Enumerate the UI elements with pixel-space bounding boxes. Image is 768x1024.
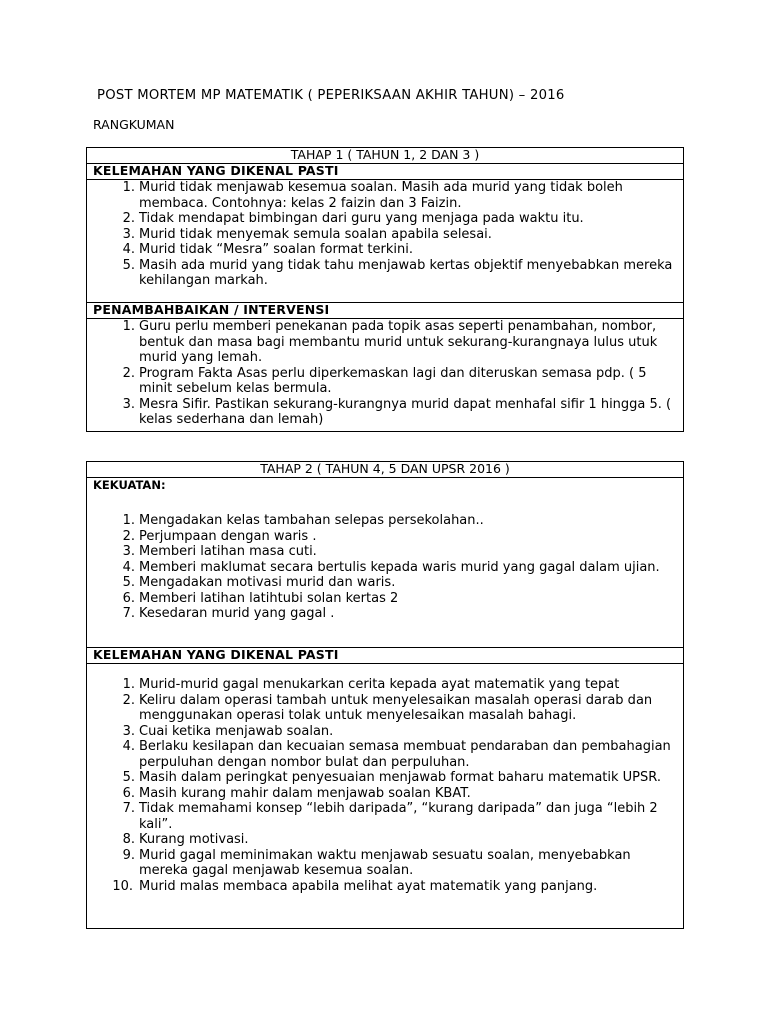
tahap1-kelemahan-heading: KELEMAHAN YANG DIKENAL PASTI (87, 164, 683, 180)
list-item-number: 3. (122, 723, 135, 739)
tahap2-kekuatan-heading: KEKUATAN: (93, 478, 166, 492)
list-item (87, 544, 683, 560)
tahap2-kekuatan-cell (87, 478, 683, 648)
tahap2-kelemahan-heading: KELEMAHAN YANG DIKENAL PASTI (87, 648, 683, 664)
list-item-number: 7. (122, 801, 135, 816)
list-item-text: Masih dalam peringkat penyesuaian menjawab format baharu matematik UPSR. (139, 770, 661, 785)
list-item-number: 10. (112, 878, 133, 894)
list-item (87, 529, 683, 545)
list-item-text: Tidak memahami konsep “lebih daripada”, “kurang daripada” dan juga “lebih 2 kali”. (139, 801, 658, 832)
list-item-number: 5. (122, 257, 135, 273)
list-item (87, 513, 683, 529)
list-item-text: Cuai ketika menjawab soalan. (139, 723, 334, 739)
list-item-number: 2. (122, 692, 135, 708)
list-item-text: Memberi maklumat secara bertulis kepada waris murid yang gagal dalam ujian. (139, 559, 660, 575)
list-item-number: 5. (122, 575, 135, 590)
list-item-number: 6. (122, 785, 135, 801)
tahap1-kelemahan-cell (87, 180, 683, 303)
list-item-text: Berlaku kesilapan dan kecuaian semasa membuat pendaraban dan pembahagian perpuluhan dengan nombor bulat dan perpuluhan. (139, 739, 671, 770)
list-item-text: Kurang motivasi. (139, 832, 249, 847)
list-item (87, 591, 683, 607)
list-item (87, 848, 683, 879)
list-item-number: 1. (122, 180, 135, 195)
tahap2-kekuatan-list (87, 513, 683, 622)
tahap2-table (86, 461, 684, 929)
list-item-number: 3. (122, 544, 135, 559)
list-item (87, 227, 683, 243)
list-item-text: Program Fakta Asas perlu diperkemaskan lagi dan diteruskan semasa pdp. ( 5 minit sebelum kelas bermula. (139, 365, 647, 396)
list-item-text: Mesra Sifir. Pastikan sekurang-kurangnya murid dapat menhafal sifir 1 hingga 5. ( kelas sederhana dan lemah) (139, 396, 672, 427)
document-subtitle: RANGKUMAN (93, 117, 175, 132)
list-item-text: Murid tidak menjawab kesemua soalan. Masih ada murid yang tidak boleh membaca. Contohnya: kelas 2 faizin dan 3 Faizin. (139, 180, 623, 211)
list-item-text: Keliru dalam operasi tambah untuk menyelesaikan masalah operasi darab dan menggunakan operasi tolak untuk menyelesaikan masalah bahagi. (139, 692, 653, 723)
tahap2-header: TAHAP 2 ( TAHUN 4, 5 DAN UPSR 2016 ) (87, 462, 683, 478)
list-item-text: Masih ada murid yang tidak tahu menjawab kertas objektif menyebabkan mereka kehilangan markah. (139, 257, 673, 288)
list-item (87, 180, 683, 211)
list-item (87, 319, 683, 366)
list-item-text: Murid gagal meminimakan waktu menjawab sesuatu soalan, menyebabkan mereka gagal menjawab kesemua soalan. (139, 847, 631, 878)
list-item-number: 1. (122, 513, 135, 528)
list-item (87, 397, 683, 428)
list-item-number: 9. (122, 847, 135, 863)
list-item (87, 677, 683, 693)
list-item-number: 6. (122, 590, 135, 606)
list-item-number: 1. (122, 677, 135, 692)
list-item-number: 5. (122, 770, 135, 785)
list-item-text: Perjumpaan dengan waris . (139, 528, 317, 544)
list-item (87, 770, 683, 786)
list-item-text: Masih kurang mahir dalam menjawab soalan KBAT. (139, 785, 471, 801)
list-item-text: Mengadakan motivasi murid dan waris. (139, 575, 396, 590)
list-item-number: 4. (122, 559, 135, 575)
list-item-number: 4. (122, 739, 135, 754)
list-item (87, 560, 683, 576)
list-item-text: Murid tidak “Mesra” soalan format terkini. (139, 242, 413, 257)
list-item (87, 242, 683, 258)
list-item-number: 2. (122, 528, 135, 544)
list-item-number: 3. (122, 396, 135, 412)
list-item-text: Memberi latihan latihtubi solan kertas 2 (139, 590, 399, 606)
list-item (87, 724, 683, 740)
tahap1-penambahbaikan-heading: PENAMBAHBAIKAN / INTERVENSI (87, 303, 683, 319)
list-item-number: 7. (122, 606, 135, 621)
list-item (87, 211, 683, 227)
list-item (87, 606, 683, 622)
list-item-number: 4. (122, 242, 135, 257)
list-item-number: 1. (122, 319, 135, 334)
list-item-number: 2. (122, 211, 135, 226)
list-item (87, 693, 683, 724)
list-item-text: Guru perlu memberi penekanan pada topik asas seperti penambahan, nombor, bentuk dan masa bagi membantu murid untuk sekurang-kurangnaya lulus utuk murid yang lemah. (139, 319, 658, 365)
list-item (87, 832, 683, 848)
list-item (87, 366, 683, 397)
tahap2-kelemahan-list (87, 677, 683, 894)
tahap1-penambahbaikan-cell (87, 319, 683, 428)
list-item-text: Tidak mendapat bimbingan dari guru yang menjaga pada waktu itu. (139, 211, 584, 226)
tahap1-table (86, 147, 684, 432)
list-item (87, 739, 683, 770)
list-item-text: Mengadakan kelas tambahan selepas persekolahan.. (139, 513, 484, 528)
list-item (87, 801, 683, 832)
list-item-number: 2. (122, 365, 135, 381)
list-item (87, 575, 683, 591)
tahap2-kelemahan-cell (87, 664, 683, 894)
list-item-text: Murid-murid gagal menukarkan cerita kepada ayat matematik yang tepat (139, 677, 620, 692)
list-item-number: 8. (122, 832, 135, 847)
list-item-text: Murid tidak menyemak semula soalan apabila selesai. (139, 226, 492, 242)
list-item-text: Kesedaran murid yang gagal . (139, 606, 335, 621)
list-item (87, 258, 683, 289)
tahap1-header: TAHAP 1 ( TAHUN 1, 2 DAN 3 ) (87, 148, 683, 164)
tahap1-penambahbaikan-list (87, 319, 683, 428)
list-item-text: Murid malas membaca apabila melihat ayat matematik yang panjang. (139, 878, 598, 894)
list-item-text: Memberi latihan masa cuti. (139, 544, 317, 559)
list-item-number: 3. (122, 226, 135, 242)
list-item (87, 879, 683, 895)
list-item (87, 786, 683, 802)
tahap1-kelemahan-list (87, 180, 683, 289)
document-title: POST MORTEM MP MATEMATIK ( PEPERIKSAAN AKHIR TAHUN) – 2016 (97, 88, 565, 103)
